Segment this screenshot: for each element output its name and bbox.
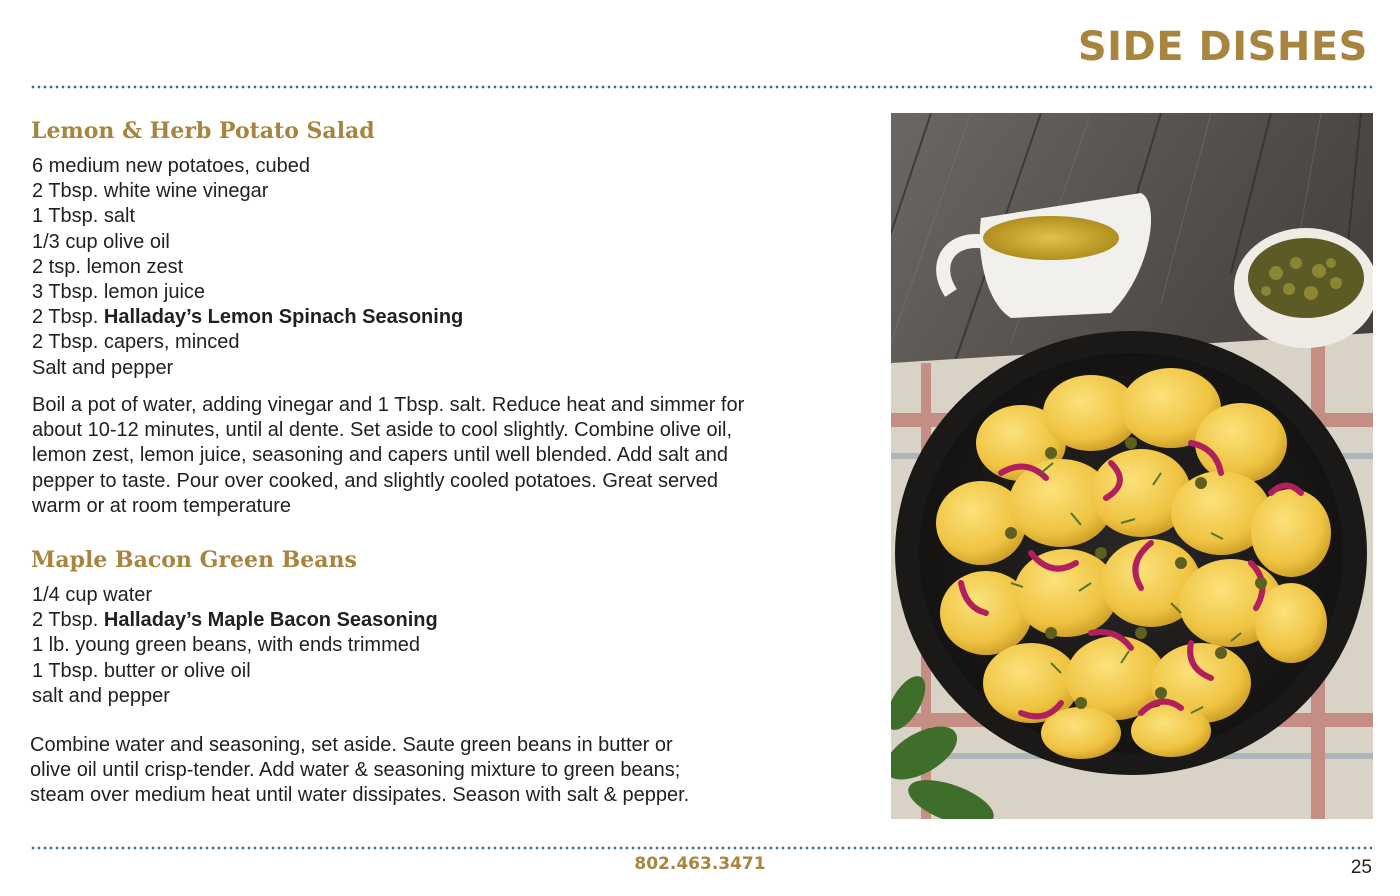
ingredient-item: 6 medium new potatoes, cubed [32,155,310,177]
bottom-dotted-rule [30,846,1372,850]
section-title: SIDE DISHES [1077,24,1368,70]
ingredient-quantity: 2 Tbsp. [32,306,104,329]
ingredient-item: salt and pepper [32,684,170,707]
recipe-1-ingredients [32,154,463,381]
recipe-1-title: Lemon & Herb Potato Salad [31,118,375,144]
seasoning-name: Halladay’s Lemon Spinach Seasoning [103,306,464,329]
method-line: lemon zest, lemon juice, seasoning and capers until well blended. Add salt and [32,444,728,467]
ingredient-item: 2 Tbsp. white wine vinegar [32,180,269,203]
ingredient-item: 1 lb. young green beans, with ends trimmed [32,634,420,657]
ingredient-item: 1 Tbsp. butter or olive oil [32,659,251,682]
method-line: Boil a pot of water, adding vinegar and 1 Tbsp. salt. Reduce heat and simmer for [32,394,745,416]
ingredient-item [32,608,438,633]
method-line: Combine water and seasoning, set aside. Saute green beans in butter or [30,734,673,756]
recipe-1-method [32,393,744,519]
recipe-2-ingredients [32,583,438,709]
ingredient-item: 3 Tbsp. lemon juice [32,281,206,304]
ingredient-item: 1/4 cup water [32,584,153,606]
recipe-2-title: Maple Bacon Green Beans [31,547,357,573]
ingredient-item [32,305,463,330]
method-line: steam over medium heat until water dissipates. Season with salt & pepper. [30,784,690,807]
method-line: pepper to taste. Pour over cooked, and slightly cooled potatoes. Great served [32,469,718,492]
ingredient-quantity: 2 Tbsp. [32,609,104,632]
footer-phone: 802.463.3471 [634,854,766,874]
recipe-2-method [30,733,689,809]
ingredient-item: 2 tsp. lemon zest [32,255,184,278]
seasoning-name: Halladay’s Maple Bacon Seasoning [103,609,438,632]
ingredient-item: Salt and pepper [32,356,174,379]
potato-salad-photo [891,113,1373,819]
method-line: about 10-12 minutes, until al dente. Set aside to cool slightly. Combine olive oil, [32,419,733,442]
ingredient-item: 2 Tbsp. capers, minced [32,331,240,354]
ingredient-item: 1 Tbsp. salt [32,205,136,228]
page-number: 25 [1350,857,1372,878]
method-line: warm or at room temperature [32,494,291,517]
top-dotted-rule [30,85,1372,89]
ingredient-item: 1/3 cup olive oil [32,230,170,253]
method-line: olive oil until crisp-tender. Add water & seasoning mixture to green beans; [30,759,681,782]
